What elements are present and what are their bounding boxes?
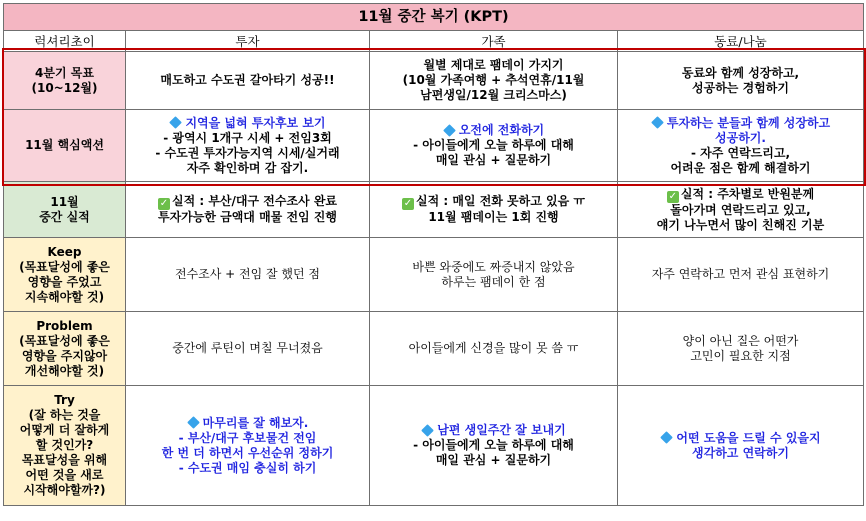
diamond-icon xyxy=(170,116,183,129)
table-row-result xyxy=(4,182,864,238)
check-icon: ✓ xyxy=(668,190,678,202)
row-label-problem: Problem (목표달성에 좋은 영향을 주지않아 개선해야할 것) xyxy=(4,312,126,386)
cell-try-invest: 마무리를 잘 해보자. - 부산/대구 후보물건 전임 한 번 더 하면서 우선순위 정하기 - 수도권 매임 충실히 하기 xyxy=(126,386,370,506)
diamond-icon xyxy=(443,124,456,137)
cell-keep-family: 바쁜 와중에도 짜증내지 않았음 하루는 팸데이 한 점 xyxy=(370,238,618,312)
cell-problem-peer: 양이 아닌 질은 어떤가 고민이 필요한 지점 xyxy=(618,312,864,386)
table-row-action xyxy=(4,110,864,182)
cell-goal-family: 월별 제대로 팸데이 가지기 (10월 가족여행 + 추석연휴/11월 남편생일/12월 크리스마스) xyxy=(370,52,618,110)
table-row-keep xyxy=(4,238,864,312)
table-row-try xyxy=(4,386,864,506)
cell-result-family: ✓ 실적 : 매일 전화 못하고 있음 ㅠ 11월 팸데이는 1회 진행 xyxy=(370,182,618,238)
cell-action-invest: 지역을 넓혀 투자후보 보기 - 광역시 1개구 시세 + 전임3회 - 수도권 투자가능지역 시세/실거래 자주 확인하며 감 잡기. xyxy=(126,110,370,182)
row-label-goal: 4분기 목표 (10~12월) xyxy=(4,52,126,110)
row-label-keep: Keep (목표달성에 좋은 영향을 주었고 지속해야할 것) xyxy=(4,238,126,312)
kpt-table xyxy=(3,3,864,506)
cell-action-family: 오전에 전화하기 - 아이들에게 오늘 하루에 대해 매일 관심 + 질문하기 xyxy=(370,110,618,182)
row-label-action: 11월 핵심액션 xyxy=(4,110,126,182)
page-title: 11월 중간 복기 (KPT) xyxy=(4,4,864,31)
cell-result-peer: ✓ 실적 : 주차별로 반원분께 돌아가며 연락드리고 있고, 얘기 나누면서 많이 친해진 기분 xyxy=(618,182,864,238)
cell-goal-peer: 동료와 함께 성장하고, 성공하는 경험하기 xyxy=(618,52,864,110)
cell-action-peer: 투자하는 분들과 함께 성장하고 성공하기. - 자주 연락드리고, 어려운 점은 함께 해결하기 xyxy=(618,110,864,182)
diamond-icon xyxy=(187,416,200,429)
cell-result-invest: ✓ 실적 : 부산/대구 전수조사 완료 투자가능한 금액대 매물 전임 진행 xyxy=(126,182,370,238)
diamond-icon xyxy=(421,424,434,437)
cell-keep-peer: 자주 연락하고 먼저 관심 표현하기 xyxy=(618,238,864,312)
check-icon: ✓ xyxy=(403,198,413,209)
diamond-icon xyxy=(661,431,674,444)
cell-keep-invest: 전수조사 + 전임 잘 했던 점 xyxy=(126,238,370,312)
row-label-try: Try (잘 하는 것을 어떻게 더 잘하게 할 것인가? 목표달성을 위해 어떤 것을 새로 시작해야할까?) xyxy=(4,386,126,506)
table-row-problem xyxy=(4,312,864,386)
table-row-goal xyxy=(4,52,864,110)
check-icon: ✓ xyxy=(159,198,169,209)
cell-problem-invest: 중간에 루틴이 며칠 무너졌음 xyxy=(126,312,370,386)
cell-problem-family: 아이들에게 신경을 많이 못 씀 ㅠ xyxy=(370,312,618,386)
column-header-invest: 투자 xyxy=(126,31,370,52)
cell-try-peer: 어떤 도움을 드릴 수 있을지 생각하고 연락하기 xyxy=(618,386,864,506)
column-header-owner: 럭셔리초이 xyxy=(4,31,126,52)
column-header-peer: 동료/나눔 xyxy=(618,31,864,52)
column-header-family: 가족 xyxy=(370,31,618,52)
cell-goal-invest: 매도하고 수도권 갈아타기 성공!! xyxy=(126,52,370,110)
diamond-icon xyxy=(651,116,664,129)
cell-try-family: 남편 생일주간 잘 보내기 - 아이들에게 오늘 하루에 대해 매일 관심 + 질문하기 xyxy=(370,386,618,506)
row-label-result: 11월 중간 실적 xyxy=(4,182,126,238)
